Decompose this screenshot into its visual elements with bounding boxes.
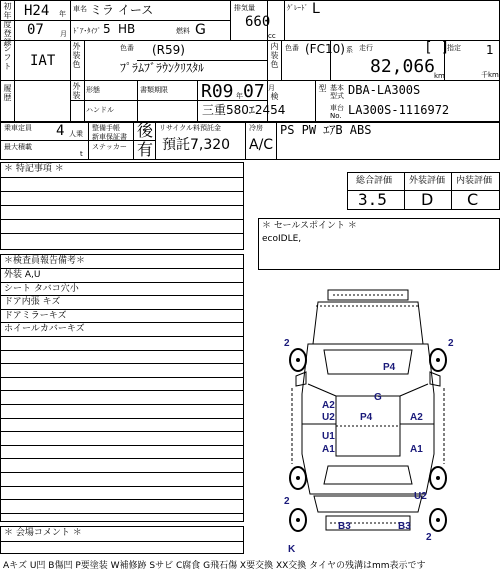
warranty-label: 新車保証書 (92, 133, 127, 141)
note-rule (0, 309, 244, 310)
model-name-label: 車名 (73, 5, 87, 13)
grade-label: ｸﾞﾚｰﾄﾞ (287, 4, 308, 12)
mileage-bracket: [ ] (424, 40, 450, 56)
inspector-note-line: 外装 A,U (4, 270, 41, 280)
note-rule (0, 363, 244, 364)
interior-score-label: 内装評価 (456, 176, 493, 186)
inspection-year: R09 (201, 81, 234, 102)
note-rule (0, 472, 244, 473)
month-value: 07 (27, 22, 44, 38)
color-code-label: 色番 (120, 44, 134, 52)
mark-rear-bumper-right: B3 (398, 521, 411, 532)
mark-right-front-door: A2 (410, 412, 423, 423)
model-name: ミラ イース (90, 3, 154, 17)
int-color-code: (FC10) (305, 42, 345, 56)
mileage-value: 82,066 (370, 56, 436, 77)
service-book: 有 (137, 140, 154, 159)
seat-type: 後 (137, 121, 154, 140)
int-color-code-label: 色番 (285, 44, 299, 52)
ac-value: A/C (249, 137, 274, 153)
ac-label: 冷房 (249, 124, 263, 132)
note-rule (0, 486, 244, 487)
fuel-label: 燃料 (176, 27, 190, 35)
sales-point-text: ecoIDLE, (262, 234, 302, 244)
registration-label: 書類期限 (140, 86, 168, 94)
mark-left-rear-door-u: U1 (322, 431, 335, 442)
color-code: (R59) (152, 43, 185, 57)
inspector-note-line: ドア内張 キズ (4, 297, 61, 308)
max-load-unit: t (80, 150, 83, 158)
mileage-unit: km (434, 72, 445, 80)
mark-left-rear-door-a: A1 (322, 444, 335, 455)
basic-model-label: 基本型式 (330, 84, 344, 100)
note-rule (0, 513, 244, 514)
maintenance-label: 整備手帳 (92, 124, 120, 132)
inspector-note-line: ドアミラーキズ (4, 310, 67, 321)
note-rule (0, 458, 244, 459)
inspection-month-unit: 月 (268, 84, 275, 92)
door-type-label: ﾄﾞｱ･ﾀｲﾌﾟ (73, 27, 101, 35)
hood (313, 302, 423, 344)
shape-side-label: 外装 (72, 82, 81, 100)
overall-score: 3.5 (358, 190, 387, 209)
mark-left-front-door-u: U2 (322, 412, 335, 423)
chassis-label: 車台No. (330, 104, 344, 120)
note-rule (0, 268, 244, 269)
mark-windshield: G (374, 392, 382, 403)
mark-right-rear-door: A1 (410, 444, 423, 455)
shift-value: IAT (30, 53, 56, 69)
special-notes-title: ＊ 特記事項 ＊ (4, 164, 64, 174)
year-unit: 年 (59, 10, 66, 18)
int-color-suffix: 系 (346, 46, 353, 54)
steering-label: ハンドル (86, 106, 114, 114)
mark-fr-tire: 2 (448, 338, 454, 349)
sticker-label: ステッカー (92, 143, 127, 151)
displacement-unit: cc (268, 32, 276, 40)
mark-roof: P4 (360, 412, 373, 423)
exterior-color-label: 外装色 (72, 42, 81, 69)
year-value: H24 (24, 3, 50, 19)
designation-label: 指定 (447, 44, 461, 52)
inspector-notes-title: ＊検査員報告備考＊ (4, 256, 86, 266)
note-rule (0, 431, 244, 432)
note-rule (0, 499, 244, 500)
mileage-label: 走行 (359, 44, 373, 52)
body-type: HB (118, 22, 136, 36)
shape-label: 形態 (86, 86, 100, 94)
fuel-value: G (195, 22, 206, 38)
month-unit: 月 (60, 30, 67, 38)
mark-left-front-door-a: A2 (322, 400, 335, 411)
recycle-label: リサイクル料預託金 (159, 124, 222, 132)
doors-value: 5 (103, 22, 111, 36)
inspection-year-unit: 年 (236, 92, 243, 100)
chassis-number: LA300S-1116972 (348, 103, 450, 117)
front-bumper (328, 290, 408, 300)
displacement-value: 660 (245, 14, 271, 30)
thousand-km: 千km (481, 71, 499, 79)
color-name: ﾌﾟﾗﾑﾌﾞﾗｳﾝｸﾘｽﾀﾙ (120, 61, 205, 75)
special-notes-box (0, 162, 244, 250)
mark-rl-tire: 2 (284, 496, 290, 507)
vehicle-damage-diagram (258, 284, 500, 559)
rear-window (324, 466, 412, 484)
mark-fl-tire: 2 (284, 338, 290, 349)
mark-hood: P4 (383, 362, 396, 373)
mark-rear-k: K (288, 544, 296, 555)
inspector-note-line: ホイールカバーキズ (4, 324, 85, 335)
sales-point-title: ＊ セールスポイント ＊ (262, 221, 357, 231)
exterior-score-label: 外装評価 (409, 176, 446, 186)
shift-label: シフト (3, 44, 12, 71)
displacement-label: 排気量 (234, 4, 255, 12)
mileage-limit: 1 (486, 43, 494, 57)
mark-rear-bumper-left: B3 (338, 521, 351, 532)
venue-comment-title: ＊ 会場コメント ＊ (4, 528, 82, 538)
model-side-label: 型 (318, 84, 327, 93)
overall-score-label: 総合評価 (356, 176, 393, 186)
note-rule (0, 350, 244, 351)
note-rule (0, 404, 244, 405)
capacity-label: 乗車定員 (4, 124, 32, 132)
inspection-month: 07 (243, 81, 265, 102)
first-reg-label: 初年度登録 (3, 2, 12, 47)
max-load-label: 最大積載 (4, 143, 32, 151)
capacity-value: 4 (56, 123, 65, 139)
model-code: DBA-LA300S (348, 83, 421, 97)
equipment: PS PW ｴｱB ABS (280, 123, 372, 137)
plate-label: 検 (270, 92, 279, 101)
recycle-value: 預託7,320 (162, 137, 231, 153)
note-rule (0, 282, 244, 283)
interior-color-label: 内装色 (270, 42, 279, 69)
trunk (314, 496, 422, 512)
capacity-unit: 人乗 (69, 130, 83, 138)
note-rule (0, 418, 244, 419)
note-rule (0, 336, 244, 337)
mark-right-rear-quarter: U2 (414, 491, 427, 502)
interior-score: C (467, 190, 479, 209)
plate-number: 三重580ｴ2454 (202, 103, 286, 117)
inspector-notes-box (0, 254, 244, 522)
note-rule (0, 445, 244, 446)
damage-legend: Aキズ U凹 B傷凹 P要塗装 W補修跡 Sサビ C腐食 G飛石傷 X要交換 XX交換 タイヤの残溝はmm表示です (3, 561, 426, 571)
history-label: 履歴 (3, 84, 12, 102)
inspector-note-line: シート タバコ穴小 (4, 283, 79, 294)
mark-rr-tire: 2 (426, 532, 432, 543)
exterior-score: D (421, 190, 434, 209)
note-rule (0, 390, 244, 391)
windshield (324, 350, 412, 374)
grade-value: L (312, 1, 320, 17)
note-rule (0, 377, 244, 378)
